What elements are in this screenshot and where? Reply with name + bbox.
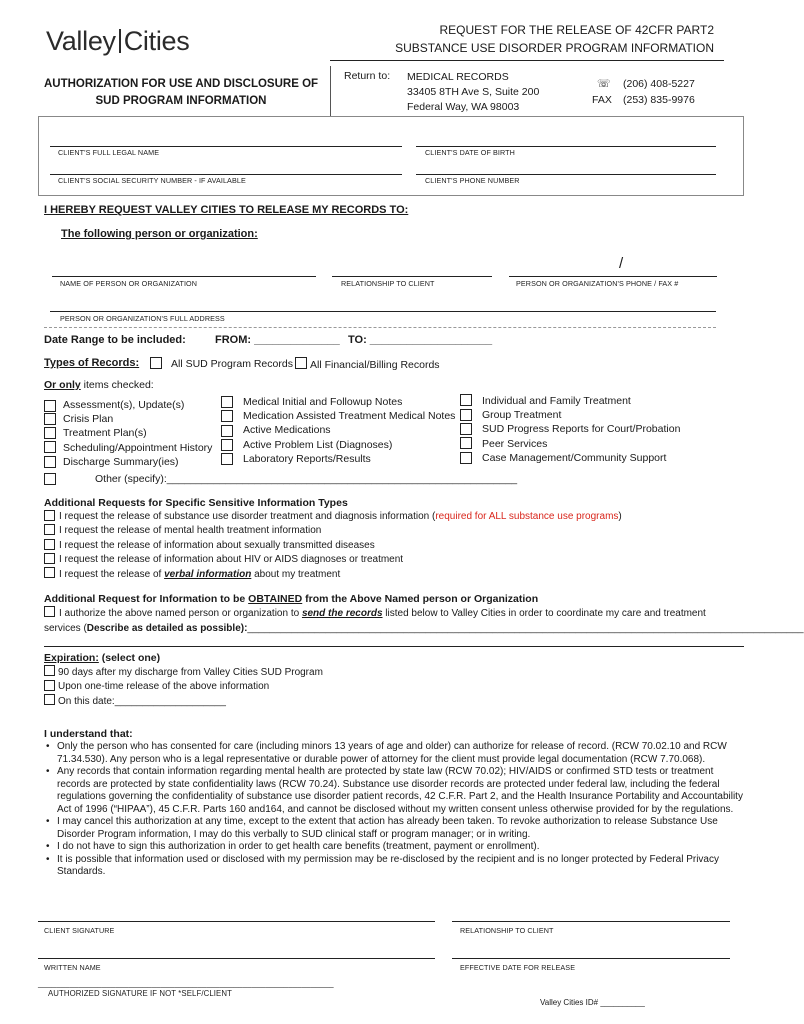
peer-services-checkbox[interactable] — [460, 437, 472, 449]
lab-reports-checkbox[interactable] — [221, 453, 233, 465]
medical-notes-label: Medical Initial and Followup Notes — [243, 396, 403, 408]
expire-date-field[interactable]: On this date:____________________ — [58, 695, 226, 707]
treatment-plan-checkbox[interactable] — [44, 427, 56, 439]
recipient-phone-fax-label: PERSON OR ORGANIZATION'S PHONE / FAX # — [516, 279, 679, 288]
client-phone-field[interactable] — [416, 174, 716, 175]
signer-relationship-label: RELATIONSHIP TO CLIENT — [460, 926, 554, 935]
verbal-info-checkbox[interactable] — [44, 567, 55, 578]
recipient-address-field[interactable] — [50, 311, 716, 312]
verbal-info-post: about my treatment — [251, 568, 341, 580]
expiration-heading — [44, 652, 160, 665]
client-name-field[interactable] — [50, 146, 402, 147]
mental-health-label: I request the release of mental health treatment information — [59, 525, 322, 537]
active-medications-label: Active Medications — [243, 424, 331, 437]
verbal-info-label — [59, 568, 622, 582]
medical-notes-checkbox[interactable] — [221, 396, 233, 408]
auth-title-line1: AUTHORIZATION FOR USE AND DISCLOSURE OF — [43, 78, 319, 90]
valley-cities-id-field[interactable]: Valley Cities ID# __________ — [540, 998, 645, 1007]
return-to-label: Return to: — [344, 70, 391, 82]
recipient-relationship-label: RELATIONSHIP TO CLIENT — [341, 279, 435, 288]
logo-left-text: Valley — [46, 26, 116, 56]
obtained-heading-pre: Additional Request for Information to be — [44, 593, 249, 605]
logo-right-text: Cities — [123, 26, 190, 56]
authorize-obtain-pre: I authorize the above named person or organization to — [59, 608, 302, 619]
expiration-select-one: (select one) — [98, 652, 161, 664]
crisis-plan-label: Crisis Plan — [63, 413, 114, 426]
release-to-heading: I HEREBY REQUEST VALLEY CITIES TO RELEASE MY RECORDS TO: — [44, 204, 409, 216]
case-management-label: Case Management/Community Support — [482, 451, 667, 464]
understand-item: • Any records that contain information regarding mental health are protected by state law (RCW 70.02); HIV/AIDS or confirmed STD tests or treatment records are protected by state confidentiality laws (RCW 70.24). Substance use disorder records are protected under federal law, including the federal regulations governing the confidentiality of substance use disorder patient records, 42 C.F.R. Part 2, and the Health Insurance Portability and Accountability Act of 1996 (“HIPAA”), 45 C.F.R. Parts 160 and164, and cannot be disclosed without my written consent unless otherwise provided for by the regulations. — [46, 766, 748, 816]
sud-progress-reports-checkbox[interactable] — [460, 423, 472, 435]
records-col3-labels — [482, 394, 680, 465]
phone-number: (206) 408-5227 — [623, 78, 695, 90]
understand-item: • I may cancel this authorization at any time, except to the extent that action has already been taken. To revoke authorization to release Substance Use Disorder Program information, I may do this verbally to SUD clinical staff or program manager; or in writing. — [46, 816, 748, 841]
mental-health-checkbox[interactable] — [44, 524, 55, 535]
verbal-info-pre: I request the release of — [59, 568, 165, 580]
understand-item: • It is possible that information used or disclosed with my permission may be re-disclosed by the recipient and is no longer protected by Federal Privacy Standards. — [46, 854, 748, 879]
section-divider — [44, 327, 716, 328]
types-of-records-label: Types of Records: — [44, 357, 140, 369]
discharge-summary-label: Discharge Summary(ies) — [63, 455, 179, 468]
services-pre: services ( — [44, 623, 87, 634]
problem-list-label: Active Problem List (Diagnoses) — [243, 438, 393, 451]
understand-item: • Only the person who has consented for care (including minors 13 years of age and older) can authorize for release of record. (RCW 70.02.10 and RCW 71.34.530). Any person who is a legal representative or durable power of attorney for the client must provide legal documentation (RCW 7.70.068). — [46, 741, 748, 766]
peer-services-label: Peer Services — [482, 437, 548, 450]
form-title-line2: SUBSTANCE USE DISORDER PROGRAM INFORMATION — [395, 41, 714, 55]
client-dob-label: CLIENT'S DATE OF BIRTH — [425, 148, 515, 157]
send-records-emphasis: send the records — [301, 608, 383, 619]
auth-title-line2: SUD PROGRAM INFORMATION — [95, 95, 267, 107]
auth-title — [40, 76, 322, 110]
sud-progress-reports-label: SUD Progress Reports for Court/Probation — [482, 423, 681, 436]
services-description-blank: ____________________________________________________________________________________________________ — [247, 623, 804, 634]
sud-info-close: ) — [618, 511, 622, 522]
verbal-info-emphasis: verbal information — [164, 568, 252, 580]
all-sud-records-checkbox[interactable] — [150, 357, 162, 369]
authorized-signature-field[interactable]: _________________________________________________________________ — [38, 979, 334, 988]
hiv-aids-label: I request the release of information about HIV or AIDS diagnoses or treatment — [59, 554, 404, 566]
hiv-aids-checkbox[interactable] — [44, 553, 55, 564]
sensitive-info-items — [59, 510, 622, 582]
header-rule — [330, 60, 724, 61]
or-only-rest: items checked: — [80, 379, 154, 391]
or-only-bold: Or only — [44, 379, 81, 391]
phone-fax-slash: / — [619, 255, 624, 272]
understand-list — [46, 741, 748, 879]
written-name-label: WRITTEN NAME — [44, 963, 101, 972]
all-financial-records-label: All Financial/Billing Records — [310, 359, 440, 371]
auth-divider — [330, 66, 331, 116]
obtained-heading-underlined: OBTAINED — [248, 593, 303, 605]
all-sud-records-label: All SUD Program Records — [171, 358, 293, 370]
mat-notes-checkbox[interactable] — [221, 410, 233, 422]
services-describe-label: Describe as detailed as possible): — [86, 623, 248, 634]
scheduling-history-label: Scheduling/Appointment History — [63, 441, 213, 454]
date-from-field[interactable]: FROM: ______________ — [215, 334, 340, 346]
treatment-plan-label: Treatment Plan(s) — [63, 427, 147, 440]
client-dob-field[interactable] — [416, 146, 716, 147]
discharge-summary-checkbox[interactable] — [44, 456, 56, 468]
recipient-relationship-field[interactable] — [332, 276, 492, 277]
recipient-name-field[interactable] — [52, 276, 316, 277]
std-info-checkbox[interactable] — [44, 539, 55, 550]
effective-date-field[interactable] — [452, 958, 730, 959]
address-line1: 33405 8TH Ave S, Suite 200 — [407, 86, 540, 98]
all-financial-records-checkbox[interactable] — [295, 357, 307, 369]
obtained-heading — [44, 593, 538, 606]
recipient-name-label: NAME OF PERSON OR ORGANIZATION — [60, 279, 198, 288]
sud-info-label — [59, 510, 622, 524]
understand-heading: I understand that: — [44, 728, 133, 740]
expiration-label: Expiration: — [44, 652, 99, 664]
expire-one-time-label: Upon one-time release of the above information — [58, 681, 270, 693]
authorize-obtain-label — [59, 607, 706, 620]
expire-one-time-checkbox[interactable] — [44, 680, 55, 691]
date-range-label: Date Range to be included: — [44, 334, 186, 346]
or-only-label — [44, 379, 154, 392]
sud-info-checkbox[interactable] — [44, 510, 55, 521]
individual-family-label: Individual and Family Treatment — [482, 395, 631, 407]
recipient-address-label: PERSON OR ORGANIZATION'S FULL ADDRESS — [60, 314, 225, 323]
obtained-heading-post: from the Above Named person or Organization — [302, 593, 539, 605]
sud-info-text: I request the release of substance use disorder treatment and diagnosis information ( — [59, 511, 436, 522]
fax-number: (253) 835-9976 — [623, 94, 695, 106]
recipient-phone-fax-field[interactable] — [509, 276, 717, 277]
std-info-label: I request the release of information about sexually transmitted diseases — [59, 539, 375, 551]
client-ssn-label: CLIENT'S SOCIAL SECURITY NUMBER - IF AVAILABLE — [58, 176, 246, 185]
valley-cities-logo — [46, 26, 189, 56]
release-to-subheading: The following person or organization: — [61, 228, 258, 240]
sud-info-required-note: required for ALL substance use programs — [435, 511, 619, 522]
signer-relationship-field[interactable] — [452, 921, 730, 922]
client-ssn-field[interactable] — [50, 174, 402, 175]
authorized-signature-label: AUTHORIZED SIGNATURE IF NOT *SELF/CLIENT — [48, 989, 232, 998]
client-phone-label: CLIENT'S PHONE NUMBER — [425, 176, 520, 185]
form-title — [395, 21, 714, 57]
mat-notes-label: Medication Assisted Treatment Medical Notes — [243, 410, 456, 423]
group-treatment-checkbox[interactable] — [460, 409, 472, 421]
client-name-label: CLIENT'S FULL LEGAL NAME — [58, 148, 160, 157]
expire-date-checkbox[interactable] — [44, 694, 55, 705]
lab-reports-label: Laboratory Reports/Results — [243, 452, 371, 465]
individual-family-checkbox[interactable] — [460, 394, 472, 406]
other-records-checkbox[interactable] — [44, 473, 56, 485]
other-records-field[interactable]: Other (specify):____________________________________________________________ — [95, 473, 518, 485]
return-address — [407, 70, 539, 115]
scheduling-history-checkbox[interactable] — [44, 441, 56, 453]
client-signature-label: CLIENT SIGNATURE — [44, 926, 115, 935]
date-to-field[interactable]: TO: ____________________ — [348, 334, 493, 346]
form-title-line1: REQUEST FOR THE RELEASE OF 42CFR PART2 — [439, 23, 714, 37]
group-treatment-label: Group Treatment — [482, 409, 562, 422]
assessment-label: Assessment(s), Update(s) — [63, 399, 185, 411]
expiration-options — [58, 666, 323, 709]
address-line2: Federal Way, WA 98003 — [407, 101, 520, 113]
authorize-obtain-post: listed below to Valley Cities in order to coordinate my care and treatment — [382, 608, 706, 619]
logo-divider — [119, 29, 121, 53]
dept-name: MEDICAL RECORDS — [407, 71, 509, 83]
case-management-checkbox[interactable] — [460, 452, 472, 464]
services-description-field[interactable] — [44, 622, 804, 635]
assessment-checkbox[interactable] — [44, 400, 56, 412]
expire-90-days-checkbox[interactable] — [44, 665, 55, 676]
active-medications-checkbox[interactable] — [221, 425, 233, 437]
effective-date-label: EFFECTIVE DATE FOR RELEASE — [460, 963, 576, 972]
phone-icon: ☏ — [597, 78, 611, 90]
sensitive-info-heading: Additional Requests for Specific Sensitive Information Types — [44, 497, 348, 509]
expire-90-days-label: 90 days after my discharge from Valley Cities SUD Program — [58, 667, 323, 678]
client-signature-field[interactable] — [38, 921, 435, 922]
written-name-field[interactable] — [38, 958, 435, 959]
problem-list-checkbox[interactable] — [221, 439, 233, 451]
understand-item: • I do not have to sign this authorization in order to get health care benefits (treatment, payment or enrollment). — [46, 841, 748, 854]
fax-label: FAX — [592, 94, 612, 106]
records-col1-labels — [63, 398, 212, 469]
services-description-line2[interactable] — [44, 646, 744, 647]
records-col2-labels — [243, 395, 455, 466]
authorize-obtain-checkbox[interactable] — [44, 606, 55, 617]
crisis-plan-checkbox[interactable] — [44, 413, 56, 425]
